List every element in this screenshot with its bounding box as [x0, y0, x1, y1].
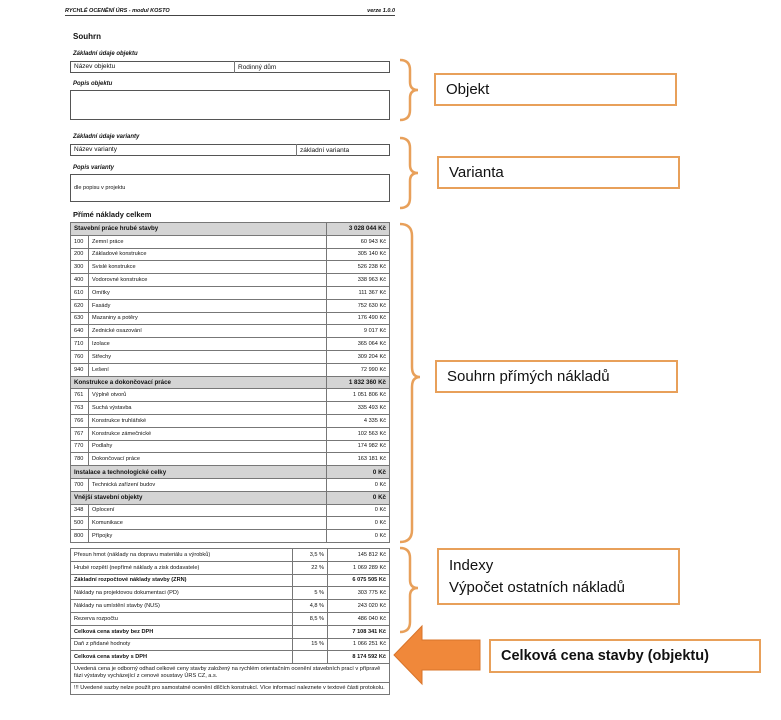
index-value: 6 075 505 Kč: [328, 574, 390, 587]
item-value: 60 943 Kč: [326, 235, 389, 248]
index-label: Přesun hmot (náklady na dopravu materiálu a výrobků): [71, 549, 293, 562]
index-row: [71, 638, 390, 651]
group-total: 1 832 360 Kč: [326, 376, 389, 389]
item-code: 700: [71, 478, 89, 491]
item-name: Střechy: [89, 350, 327, 363]
index-label: Náklady na projektovou dokumentaci (PD): [71, 587, 293, 600]
index-row: [71, 561, 390, 574]
callout-celkova: [489, 639, 761, 673]
table-row: [71, 402, 390, 415]
direct-costs-title: Přímé náklady celkem: [73, 210, 152, 219]
index-percent: [293, 651, 328, 664]
item-value: 365 064 Kč: [326, 338, 389, 351]
item-name: Zednické osazování: [89, 325, 327, 338]
index-percent: 8,5 %: [293, 612, 328, 625]
varianta-name-label: Název varianty: [71, 144, 297, 156]
group-total: 0 Kč: [326, 491, 389, 504]
index-label: Náklady na umístění stavby (NUS): [71, 600, 293, 613]
item-value: 174 982 Kč: [326, 440, 389, 453]
item-name: Izolace: [89, 338, 327, 351]
item-value: 176 490 Kč: [326, 312, 389, 325]
group-row: [71, 376, 390, 389]
page-title: Souhrn: [73, 32, 101, 41]
index-value: 243 020 Kč: [328, 600, 390, 613]
item-code: 630: [71, 312, 89, 325]
table-row: [71, 363, 390, 376]
index-row: [71, 612, 390, 625]
index-row: [71, 651, 390, 664]
item-value: 0 Kč: [326, 517, 389, 530]
table-row: [71, 427, 390, 440]
group-row: [71, 466, 390, 479]
item-value: 526 238 Kč: [326, 261, 389, 274]
table-row: [71, 338, 390, 351]
item-value: 4 335 Kč: [326, 414, 389, 427]
item-code: 800: [71, 530, 89, 543]
table-row: [71, 478, 390, 491]
item-name: Komunikace: [89, 517, 327, 530]
item-code: 100: [71, 235, 89, 248]
index-percent: [293, 625, 328, 638]
item-code: 710: [71, 338, 89, 351]
index-label: Daň z přidané hodnoty: [71, 638, 293, 651]
index-percent: 4,8 %: [293, 600, 328, 613]
callout-objekt: [434, 73, 677, 106]
item-name: Základové konstrukce: [89, 248, 327, 261]
index-table-wrap: [70, 548, 390, 695]
callout-indexy-line1: Indexy: [449, 556, 494, 574]
table-row: [71, 325, 390, 338]
varianta-name-row: [70, 144, 390, 156]
index-percent: 15 %: [293, 638, 328, 651]
item-name: Zemní práce: [89, 235, 327, 248]
table-row: [71, 453, 390, 466]
note-disclaimer: Uvedená cena je odborný odhad celkové ceny stavby založený na rychlém orientačním ocenění stavebních prací v přípravě fázi výstavby vycházející z cenové soustavy ÚRS CZ, a.s.: [70, 664, 390, 683]
item-value: 72 990 Kč: [326, 363, 389, 376]
varianta-desc-value: dle popisu v projektu: [74, 185, 126, 191]
index-label: Základní rozpočtové náklady stavby (ZRN): [71, 574, 293, 587]
item-name: Fasády: [89, 299, 327, 312]
item-name: Vodorovné konstrukce: [89, 274, 327, 287]
brace-objekt: [398, 58, 422, 122]
item-value: 111 367 Kč: [326, 286, 389, 299]
callout-souhrn-text: Souhrn přímých nákladů: [447, 368, 610, 385]
item-code: 400: [71, 274, 89, 287]
objekt-desc-box: [70, 90, 390, 120]
callout-objekt-text: Objekt: [446, 81, 490, 98]
item-value: 163 181 Kč: [326, 453, 389, 466]
index-label: Hrubé rozpětí (nepřímé náklady a zisk dodavatele): [71, 561, 293, 574]
item-name: Konstrukce truhlářské: [89, 414, 327, 427]
direct-costs-table-wrap: [70, 222, 390, 543]
item-code: 760: [71, 350, 89, 363]
arrow-left-icon: [392, 624, 482, 686]
item-value: 335 493 Kč: [326, 402, 389, 415]
item-name: Přípojky: [89, 530, 327, 543]
item-code: 500: [71, 517, 89, 530]
item-name: Svislé konstrukce: [89, 261, 327, 274]
index-label: Celková cena stavby bez DPH: [71, 625, 293, 638]
item-name: Lešení: [89, 363, 327, 376]
index-percent: 3,5 %: [293, 549, 328, 562]
index-table: [70, 548, 390, 664]
item-name: Konstrukce zámečnické: [89, 427, 327, 440]
table-row: [71, 274, 390, 287]
callout-varianta-text: Varianta: [449, 164, 504, 181]
varianta-desc-box: [70, 174, 390, 202]
callout-varianta: [437, 156, 680, 189]
table-row: [71, 286, 390, 299]
group-row: [71, 223, 390, 236]
index-row: [71, 574, 390, 587]
objekt-name-row: [70, 61, 390, 73]
item-name: Mazaniny a potěry: [89, 312, 327, 325]
group-total: 0 Kč: [326, 466, 389, 479]
item-value: 305 140 Kč: [326, 248, 389, 261]
brace-souhrn: [398, 222, 422, 544]
group-row: [71, 491, 390, 504]
table-row: [71, 504, 390, 517]
item-name: Suchá výstavba: [89, 402, 327, 415]
index-value: 1 066 251 Kč: [328, 638, 390, 651]
item-value: 9 017 Kč: [326, 325, 389, 338]
callout-souhrn: [435, 360, 678, 393]
item-code: 770: [71, 440, 89, 453]
item-name: Omítky: [89, 286, 327, 299]
callout-indexy: [437, 548, 680, 605]
group-name: Konstrukce a dokončovací práce: [71, 376, 327, 389]
objekt-name-label: Název objektu: [71, 61, 235, 73]
item-code: 610: [71, 286, 89, 299]
item-value: 752 630 Kč: [326, 299, 389, 312]
item-code: 763: [71, 402, 89, 415]
table-row: [71, 248, 390, 261]
item-value: 102 563 Kč: [326, 427, 389, 440]
callout-indexy-line2: Výpočet ostatních nákladů: [449, 578, 625, 596]
note-warning: !!! Uvedené sazby nelze použít pro samostatné ocenění dílčích konstrukcí. Více informací naleznete v textové části protokolu.: [70, 683, 390, 695]
callout-celkova-text: Celková cena stavby (objektu): [501, 648, 709, 664]
item-value: 0 Kč: [326, 530, 389, 543]
index-label: Celková cena stavby s DPH: [71, 651, 293, 664]
index-row: [71, 600, 390, 613]
index-value: 303 775 Kč: [328, 587, 390, 600]
brace-varianta: [398, 136, 422, 210]
objekt-section-title: Základní údaje objektu: [73, 51, 138, 57]
table-row: [71, 299, 390, 312]
varianta-section-title: Základní údaje varianty: [73, 134, 140, 140]
item-code: 348: [71, 504, 89, 517]
item-code: 767: [71, 427, 89, 440]
table-row: [71, 350, 390, 363]
index-percent: [293, 574, 328, 587]
index-label: Rezerva rozpočtu: [71, 612, 293, 625]
table-row: [71, 261, 390, 274]
item-name: Technická zařízení budov: [89, 478, 327, 491]
item-name: Oplocení: [89, 504, 327, 517]
table-row: [71, 530, 390, 543]
index-row: [71, 549, 390, 562]
index-value: 145 812 Kč: [328, 549, 390, 562]
table-row: [71, 312, 390, 325]
item-code: 780: [71, 453, 89, 466]
item-code: 300: [71, 261, 89, 274]
group-name: Instalace a technologické celky: [71, 466, 327, 479]
index-percent: 5 %: [293, 587, 328, 600]
item-code: 200: [71, 248, 89, 261]
objekt-name-value: Rodinný dům: [238, 63, 277, 71]
table-row: [71, 414, 390, 427]
item-code: 766: [71, 414, 89, 427]
direct-costs-table: [70, 222, 390, 543]
report-body: [65, 8, 395, 708]
item-name: Výplně otvorů: [89, 389, 327, 402]
report-version: verze 1.0.0: [367, 8, 395, 14]
item-code: 620: [71, 299, 89, 312]
table-row: [71, 389, 390, 402]
index-value: 7 108 341 Kč: [328, 625, 390, 638]
varianta-desc-label: Popis varianty: [73, 165, 115, 171]
item-name: Dokončovací práce: [89, 453, 327, 466]
item-name: Podlahy: [89, 440, 327, 453]
item-value: 0 Kč: [326, 478, 389, 491]
index-percent: 22 %: [293, 561, 328, 574]
item-value: 309 204 Kč: [326, 350, 389, 363]
table-row: [71, 517, 390, 530]
index-value: 1 069 289 Kč: [328, 561, 390, 574]
group-name: Vnější stavební objekty: [71, 491, 327, 504]
brace-indexy: [398, 546, 422, 634]
varianta-name-value: základní varianta: [300, 146, 350, 154]
group-total: 3 028 044 Kč: [326, 223, 389, 236]
index-row: [71, 587, 390, 600]
index-value: 486 040 Kč: [328, 612, 390, 625]
item-value: 0 Kč: [326, 504, 389, 517]
table-row: [71, 440, 390, 453]
objekt-desc-label: Popis objektu: [73, 81, 113, 87]
report-header-left: RYCHLÉ OCENĚNÍ ÚRS - modul KOSTO: [65, 8, 170, 14]
item-value: 338 963 Kč: [326, 274, 389, 287]
item-code: 761: [71, 389, 89, 402]
item-value: 1 051 806 Kč: [326, 389, 389, 402]
index-row: [71, 625, 390, 638]
table-row: [71, 235, 390, 248]
item-code: 640: [71, 325, 89, 338]
item-code: 940: [71, 363, 89, 376]
index-value: 8 174 592 Kč: [328, 651, 390, 664]
group-name: Stavební práce hrubé stavby: [71, 223, 327, 236]
